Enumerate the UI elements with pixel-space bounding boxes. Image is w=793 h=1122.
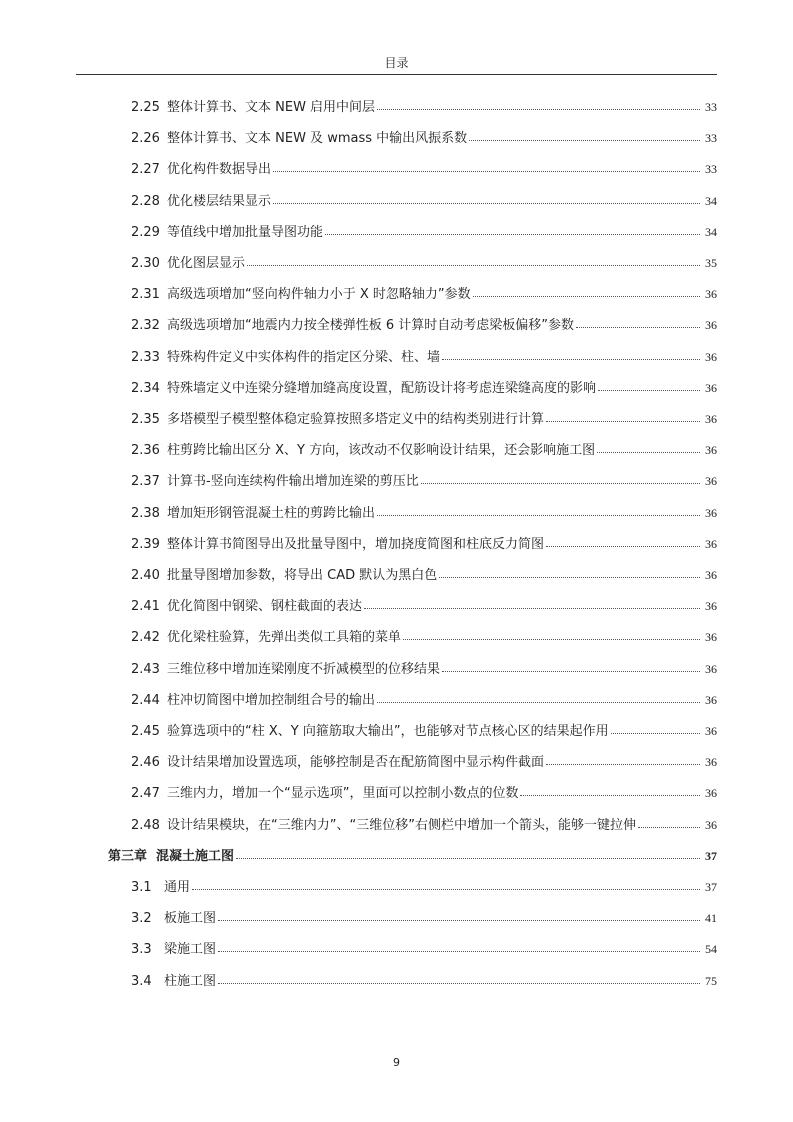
toc-entry-number: 3.2: [131, 911, 152, 927]
toc-entry-row[interactable]: [0, 592, 793, 614]
toc-leader-dots: [218, 983, 700, 984]
toc-leader-dots: [247, 265, 700, 266]
toc-entry-row[interactable]: [0, 561, 793, 583]
toc-entry-row[interactable]: [0, 436, 793, 458]
header-divider: [76, 74, 717, 75]
toc-entry-row[interactable]: [0, 499, 793, 521]
toc-entry-title: 三维位移中增加连梁刚度不折减模型的位移结果: [167, 661, 441, 677]
toc-entry-title: 混凝土施工图: [156, 848, 235, 864]
toc-entry-page: 36: [705, 755, 717, 770]
toc-entry-page: 36: [705, 443, 717, 458]
toc-entry-row[interactable]: [0, 686, 793, 708]
toc-entry-row[interactable]: [0, 93, 793, 115]
toc-entry-title: 整体计算书简图导出及批量导图中，增加挠度简图和柱底反力简图: [167, 536, 545, 552]
toc-entry-title: 计算书-竖向连续构件输出增加连梁的剪压比: [167, 474, 419, 490]
toc-entry-row[interactable]: [0, 935, 793, 957]
toc-entry-number: 2.35: [131, 412, 160, 427]
toc-entry-title: 柱冲切简图中增加控制组合号的输出: [167, 692, 376, 708]
toc-entry-title: 批量导图增加参数，将导出 CAD 默认为黑白色: [167, 568, 438, 583]
toc-entry-number: 2.39: [131, 536, 160, 552]
toc-entry-page: 36: [705, 412, 717, 426]
toc-leader-dots: [576, 327, 700, 328]
toc-entry-title: 高级选项增加“竖向构件轴力小于 X 时忽略轴力”参数: [167, 287, 471, 303]
toc-entry-number: 2.48: [131, 817, 160, 833]
toc-entry-page: 37: [705, 848, 717, 863]
toc-entry-page: 33: [705, 162, 717, 177]
toc-entry-title: 板施工图: [164, 911, 217, 927]
toc-entry-page: 36: [705, 380, 717, 395]
toc-leader-dots: [520, 795, 700, 796]
toc-entry-number: 2.29: [131, 224, 160, 240]
toc-leader-dots: [377, 109, 700, 110]
toc-entry-row[interactable]: [0, 967, 793, 989]
toc-leader-dots: [377, 702, 700, 703]
toc-entry-title: 多塔模型子模型整体稳定验算按照多塔定义中的结构类别进行计算: [167, 412, 545, 427]
toc-entry-page: 36: [705, 786, 717, 801]
toc-entry-page: 36: [705, 318, 717, 333]
toc-entry-row[interactable]: [0, 280, 793, 302]
toc-entry-row[interactable]: [0, 623, 793, 645]
toc-entry-page: 36: [705, 630, 717, 645]
toc-entry-number: 2.28: [131, 193, 160, 209]
toc-entry-title: 优化简图中钢梁、钢柱截面的表达: [167, 599, 363, 615]
toc-entry-number: 3.3: [131, 942, 152, 958]
toc-entry-page: 34: [705, 224, 717, 239]
toc-entry-number: 2.32: [131, 318, 160, 334]
toc-leader-dots: [421, 483, 700, 484]
toc-entry-page: 36: [705, 692, 717, 707]
toc-entry-title: 特殊墙定义中连梁分缝增加缝高度设置，配筋设计将考虑连梁缝高度的影响: [167, 380, 597, 396]
toc-entry-title: 增加矩形钢管混凝土柱的剪跨比输出: [167, 505, 376, 521]
toc-leader-dots: [218, 920, 700, 921]
toc-entry-number: 2.47: [131, 786, 160, 802]
toc-entry-number: 2.31: [131, 287, 160, 303]
toc-entry-row[interactable]: [0, 530, 793, 552]
toc-entry-page: 36: [705, 724, 717, 738]
toc-entry-row[interactable]: [0, 779, 793, 801]
toc-leader-dots: [546, 764, 700, 765]
toc-entry-page: 36: [705, 661, 717, 676]
toc-entry-number: 2.33: [131, 349, 160, 365]
toc-leader-dots: [192, 889, 700, 890]
toc-entry-row[interactable]: [0, 249, 793, 271]
toc-leader-dots: [546, 546, 700, 547]
toc-entry-page: 75: [705, 973, 717, 988]
toc-entry-row[interactable]: [0, 343, 793, 365]
toc-entry-title: 优化梁柱验算，先弹出类似工具箱的菜单: [167, 630, 402, 646]
toc-leader-dots: [325, 234, 700, 235]
toc-entry-row[interactable]: [0, 311, 793, 333]
toc-entry-number: 2.40: [131, 568, 160, 583]
toc-entry-title: 三维内力，增加一个“显示选项”，里面可以控制小数点的位数: [167, 786, 519, 802]
toc-entry-row[interactable]: [0, 811, 793, 833]
toc-entry-page: 33: [705, 131, 717, 146]
toc-entry-number: 2.43: [131, 661, 160, 677]
toc-entry-page: 36: [705, 817, 717, 832]
toc-entry-row[interactable]: [0, 218, 793, 240]
toc-leader-dots: [273, 171, 700, 172]
toc-entry-row[interactable]: [0, 155, 793, 177]
toc-leader-dots: [364, 608, 700, 609]
toc-entry-number: 2.46: [131, 755, 160, 771]
page-number: 9: [393, 1056, 400, 1069]
toc-entry-row[interactable]: [0, 124, 793, 146]
toc-chapter-row[interactable]: [0, 842, 793, 864]
toc-entry-page: 36: [705, 599, 717, 614]
toc-entry-number: 2.38: [131, 505, 160, 521]
toc-leader-dots: [236, 858, 700, 859]
toc-entry-title: 优化图层显示: [167, 256, 246, 271]
toc-entry-number: 2.25: [131, 100, 160, 115]
toc-entry-page: 37: [705, 880, 717, 894]
toc-leader-dots: [598, 390, 700, 391]
page-header-title: 目录: [384, 56, 409, 70]
toc-entry-row[interactable]: [0, 873, 793, 895]
toc-entry-title: 柱施工图: [164, 973, 217, 989]
toc-entry-number: 2.44: [131, 692, 160, 708]
toc-entry-title: 通用: [164, 880, 191, 895]
toc-entry-number: 2.30: [131, 256, 160, 271]
toc-entry-row[interactable]: [0, 904, 793, 926]
toc-leader-dots: [442, 359, 700, 360]
toc-leader-dots: [473, 296, 700, 297]
toc-entry-title: 优化构件数据导出: [167, 162, 272, 178]
toc-leader-dots: [273, 203, 700, 204]
toc-entry-page: 36: [705, 505, 717, 520]
toc-leader-dots: [469, 140, 700, 141]
toc-entry-page: 33: [705, 100, 717, 114]
toc-leader-dots: [638, 827, 700, 828]
toc-leader-dots: [377, 515, 700, 516]
toc-entry-title: 柱剪跨比输出区分 X、Y 方向，该改动不仅影响设计结果，还会影响施工图: [167, 443, 596, 459]
toc-leader-dots: [218, 951, 700, 952]
toc-entry-number: 2.34: [131, 380, 160, 396]
toc-entry-row[interactable]: [0, 405, 793, 427]
toc-entry-row[interactable]: [0, 467, 793, 489]
toc-entry-number: 3.1: [131, 880, 152, 895]
toc-entry-number: 2.27: [131, 162, 160, 178]
toc-entry-number: 2.41: [131, 599, 160, 615]
toc-entry-row[interactable]: [0, 717, 793, 739]
toc-entry-page: 54: [705, 942, 717, 957]
toc-entry-title: 优化楼层结果显示: [167, 193, 272, 209]
toc-entry-page: 36: [705, 474, 717, 489]
toc-entry-title: 梁施工图: [164, 942, 217, 958]
toc-entry-row[interactable]: [0, 748, 793, 770]
toc-entry-title: 高级选项增加“地震内力按全楼弹性板 6 计算时自动考虑梁板偏移”参数: [167, 318, 575, 334]
toc-entry-row[interactable]: [0, 655, 793, 677]
toc-entry-title: 整体计算书、文本 NEW 及 wmass 中输出风振系数: [167, 131, 468, 147]
toc-entry-title: 验算选项中的“柱 X、Y 向箍筋取大输出”，也能够对节点核心区的结果起作用: [167, 724, 609, 739]
toc-entry-number: 3.4: [131, 973, 152, 989]
toc-entry-number: 第三章: [108, 848, 148, 864]
toc-entry-number: 2.42: [131, 630, 160, 646]
toc-entry-number: 2.36: [131, 443, 160, 459]
toc-entry-title: 整体计算书、文本 NEW 启用中间层: [167, 100, 376, 115]
toc-leader-dots: [611, 733, 700, 734]
toc-entry-page: 36: [705, 536, 717, 551]
toc-entry-number: 2.45: [131, 724, 160, 739]
toc-entry-title: 设计结果模块，在“三维内力”、“三维位移”右侧栏中增加一个箭头，能够一键拉伸: [167, 817, 636, 833]
toc-leader-dots: [439, 577, 700, 578]
toc-entry-page: 35: [705, 256, 717, 270]
toc-entry-page: 41: [705, 911, 717, 926]
toc-leader-dots: [403, 639, 700, 640]
toc-entry-row[interactable]: [0, 374, 793, 396]
toc-entry-title: 设计结果增加设置选项，能够控制是否在配筋简图中显示构件截面: [167, 755, 545, 771]
toc-entry-number: 2.37: [131, 474, 160, 490]
toc-entry-page: 36: [705, 349, 717, 364]
toc-entry-title: 等值线中增加批量导图功能: [167, 224, 324, 240]
toc-entry-title: 特殊构件定义中实体构件的指定区分梁、柱、墙: [167, 349, 441, 365]
toc-leader-dots: [442, 671, 700, 672]
toc-entry-page: 36: [705, 287, 717, 302]
toc-entry-page: 36: [705, 568, 717, 582]
toc-leader-dots: [546, 421, 700, 422]
toc-leader-dots: [597, 452, 700, 453]
toc-entry-number: 2.26: [131, 131, 160, 147]
toc-entry-row[interactable]: [0, 187, 793, 209]
toc-entry-page: 34: [705, 193, 717, 208]
